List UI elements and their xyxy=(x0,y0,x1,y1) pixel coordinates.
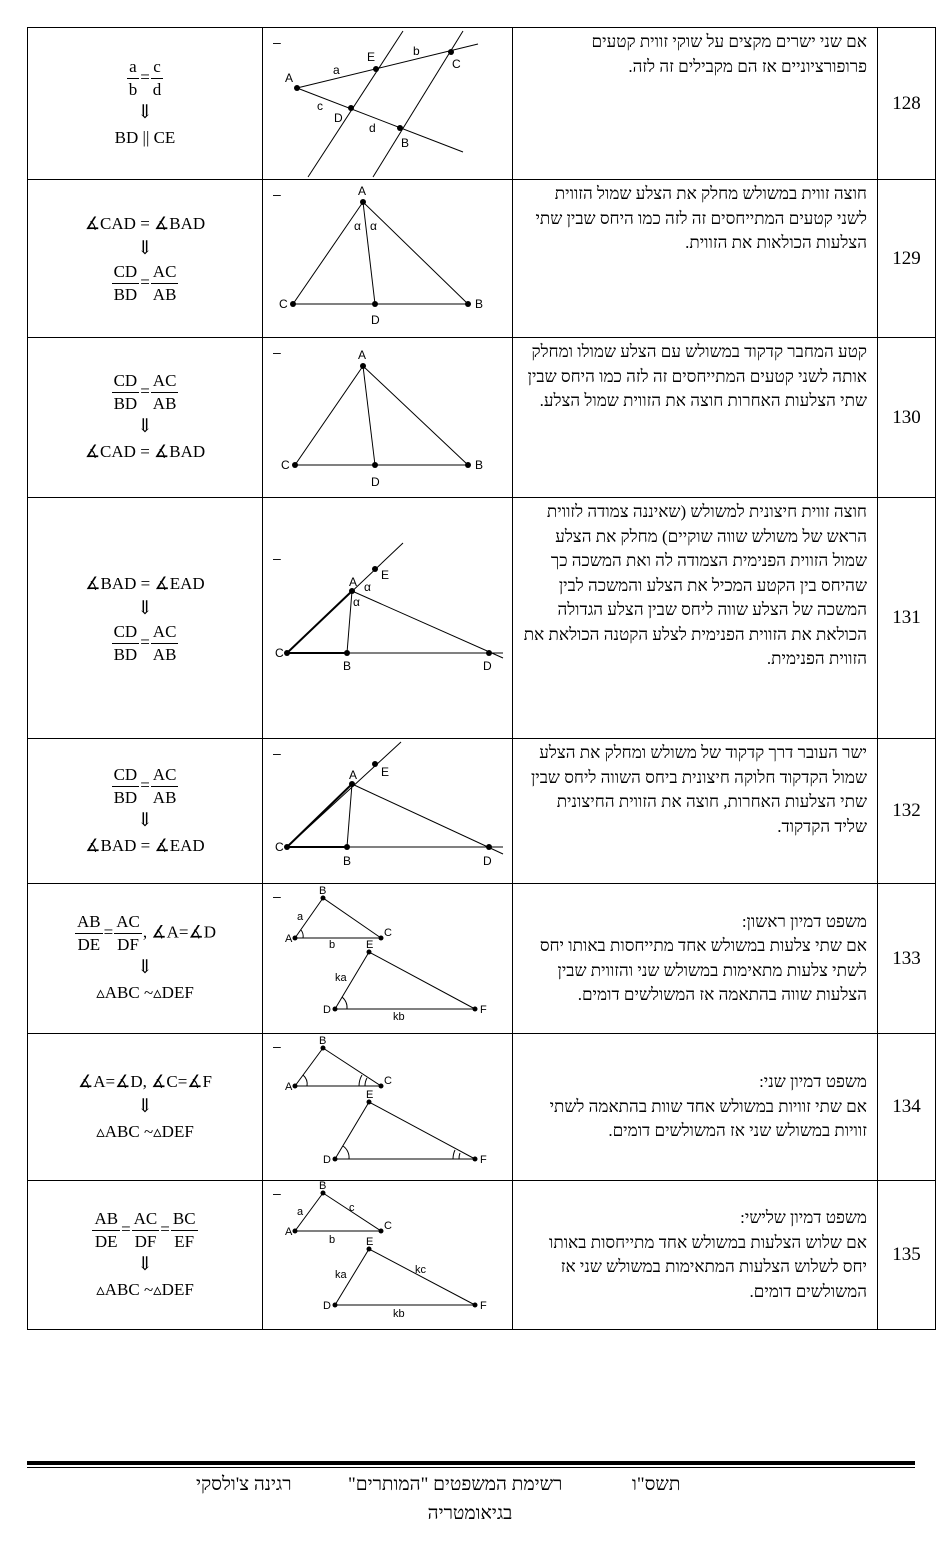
label-D: D xyxy=(323,1300,331,1312)
implies-arrow: ⇓ xyxy=(137,809,153,831)
fraction xyxy=(151,370,179,415)
fraction xyxy=(112,261,140,306)
formula-bottom: ∡CAD = ∡BAD xyxy=(84,442,206,461)
denominator: AB xyxy=(152,644,177,664)
denominator: DE xyxy=(94,1231,118,1251)
numerator: CD xyxy=(112,621,140,644)
label-kb: kb xyxy=(393,1308,405,1320)
formula-result: BD || CE xyxy=(114,128,176,147)
label-c: c xyxy=(317,99,323,113)
numerator: CD xyxy=(112,261,140,284)
fraction xyxy=(112,764,140,809)
denominator: DE xyxy=(77,935,101,954)
fraction xyxy=(151,764,179,809)
footer-rule xyxy=(27,1467,915,1468)
label-C: C xyxy=(452,57,461,71)
label-F: F xyxy=(480,1004,487,1016)
formula-bottom: ▵ABC ~▵DEF xyxy=(96,983,194,1002)
formula-cell: $\frac{a}{b}$ = $\frac{c}{d}$ ⇓ BD || CE xyxy=(28,28,263,180)
theorem-number: 133 xyxy=(878,884,936,1034)
theorem-number: 130 xyxy=(878,338,936,498)
theorem-number: 135 xyxy=(878,1181,936,1330)
numerator: BC xyxy=(171,1208,198,1231)
footer-rule xyxy=(27,1461,915,1465)
label-D: D xyxy=(323,1154,331,1166)
dash-mark: – xyxy=(273,186,281,202)
label-D: D xyxy=(334,111,343,125)
formula-bottom: ▵ABC ~▵DEF xyxy=(96,1122,194,1141)
label-B: B xyxy=(475,458,484,472)
label-B: B xyxy=(319,1181,327,1192)
figure-cell xyxy=(263,338,513,498)
fraction xyxy=(92,1208,120,1253)
label-b: b xyxy=(329,939,336,951)
implies-arrow: ⇓ xyxy=(137,416,153,437)
fraction xyxy=(151,56,164,101)
numerator: AC xyxy=(114,911,142,934)
label-kc: kc xyxy=(415,1264,426,1276)
implies-arrow: ⇓ xyxy=(137,102,153,123)
label-E: E xyxy=(366,1236,374,1248)
label-A: A xyxy=(349,768,358,782)
dash-mark: – xyxy=(273,1038,281,1054)
theorem-text xyxy=(513,884,878,1034)
label-A: A xyxy=(349,575,358,589)
dash-mark: – xyxy=(273,550,281,566)
fraction xyxy=(132,1208,160,1253)
theorems-table xyxy=(27,27,936,1330)
theorem-number: 129 xyxy=(878,180,936,338)
formula-cell: $\frac{CD}{BD}$ = $\frac{AC}{AB}$ ⇓ ∡CAD = ∡BAD xyxy=(28,338,263,498)
label-F: F xyxy=(480,1300,487,1312)
label-C: C xyxy=(384,927,392,939)
label-E: E xyxy=(367,50,376,64)
dash-mark: – xyxy=(273,34,281,50)
footer-author: רגינה צ'ולסקי xyxy=(196,1474,292,1495)
formula-cell: $\frac{AB}{DE}$ = $\frac{AC}{DF}$ , ∡A=∡D ⇓ ▵ABC ~▵DEF xyxy=(28,884,263,1034)
label-D: D xyxy=(483,659,492,673)
denominator: b xyxy=(128,80,138,99)
implies-arrow: ⇓ xyxy=(137,238,153,259)
formula-top: ∡A=∡D, ∡C=∡F xyxy=(78,1072,212,1091)
fraction xyxy=(127,56,140,101)
label-b: b xyxy=(329,1234,336,1246)
label-c: c xyxy=(349,1202,355,1214)
formula-bottom: ∡BAD = ∡EAD xyxy=(85,835,205,855)
label-A: A xyxy=(285,71,294,85)
footer-title: רשימת המשפטים "המותרים" xyxy=(348,1474,563,1495)
label-D: D xyxy=(371,475,380,489)
theorem-title: משפט דמיון שני: xyxy=(759,1072,867,1092)
theorem-number: 134 xyxy=(878,1034,936,1181)
label-E: E xyxy=(381,765,390,779)
dash-mark: – xyxy=(273,1185,281,1201)
label-C: C xyxy=(384,1075,392,1087)
figure-cell xyxy=(263,180,513,338)
denominator: BD xyxy=(113,285,138,304)
label-B: B xyxy=(343,659,352,673)
label-C: C xyxy=(275,840,284,854)
implies-arrow: ⇓ xyxy=(137,957,153,978)
label-B: B xyxy=(475,297,484,311)
label-B: B xyxy=(343,854,352,868)
numerator: CD xyxy=(112,370,140,393)
theorem-title: משפט דמיון ראשון: xyxy=(741,911,867,931)
label-C: C xyxy=(279,297,288,311)
numerator: c xyxy=(151,56,164,79)
dash-mark: – xyxy=(273,745,281,761)
theorem-text: חוצה זווית חיצונית למשולש (שאיננה צמודה לזווית הראש של משולש שווה שוקיים) מחלק את הצלע שמול הזווית הפנימית הצמודה לה ואת המשכה כך שהיחס בין הקטע המכיל את הצלע והמשכה לבין המשכה של הצלע שווה ליחס שבין הצלע הגדולה הכולאת את הזווית הפנימית לצלע הקטנה הכולאת את הזווית הפנימית. xyxy=(513,498,878,739)
label-alpha: α xyxy=(364,580,371,594)
fraction xyxy=(171,1208,198,1253)
fraction xyxy=(112,621,140,666)
label-C: C xyxy=(281,458,290,472)
label-d: d xyxy=(369,121,376,135)
denominator: DF xyxy=(117,935,139,954)
label-A: A xyxy=(358,184,367,198)
implies-arrow: ⇓ xyxy=(137,1096,153,1117)
figure-cell xyxy=(263,28,513,180)
label-C: C xyxy=(275,646,284,660)
label-C: C xyxy=(384,1220,392,1232)
theorem-text: ישר העובר דרך קדקוד של משולש ומחלק את הצלע שמול הקדקוד חלוקה חיצונית ביחס השווה ליחס שבין שתי הצלעות האחרות, חוצה את הזווית החיצונית שליד הקדקוד. xyxy=(513,739,878,884)
theorem-row-133 xyxy=(28,884,936,1034)
formula-bottom: ▵ABC ~▵DEF xyxy=(96,1279,194,1299)
fraction xyxy=(151,621,179,666)
label-A: A xyxy=(358,348,367,362)
denominator: AB xyxy=(152,787,177,807)
figure-135-diagram xyxy=(263,1181,512,1329)
label-F: F xyxy=(480,1154,487,1166)
formula-cell: ∡CAD = ∡BAD ⇓ $\frac{CD}{BD}$ = $\frac{AC}{AB}$ xyxy=(28,180,263,338)
fraction xyxy=(151,261,179,306)
formula-top: ∡CAD = ∡BAD xyxy=(84,214,206,233)
label-D: D xyxy=(483,854,492,868)
label-alpha: α xyxy=(370,219,377,233)
label-kb: kb xyxy=(393,1011,405,1023)
numerator: CD xyxy=(112,764,140,787)
formula-extra: , ∡A=∡D xyxy=(142,922,216,942)
theorem-row-131 xyxy=(28,498,936,739)
figure-128-diagram xyxy=(263,28,512,179)
theorem-text xyxy=(513,1034,878,1181)
fraction xyxy=(112,370,140,415)
theorem-number: 128 xyxy=(878,28,936,180)
label-E: E xyxy=(366,939,374,951)
dash-mark: – xyxy=(273,344,281,360)
figure-131-diagram xyxy=(263,498,512,738)
formula-top: ∡BAD = ∡EAD xyxy=(85,573,205,593)
label-D: D xyxy=(371,313,380,327)
figure-133-diagram xyxy=(263,884,512,1033)
label-A: A xyxy=(285,1081,293,1093)
theorem-body: אם שתי זוויות במשולש אחד שוות בהתאמה לשתי זוויות במשולש שני אז המשולשים דומים. xyxy=(549,1096,867,1141)
formula-cell: $\frac{CD}{BD}$ = $\frac{AC}{AB}$ ⇓ ∡BAD = ∡EAD xyxy=(28,739,263,884)
figure-cell xyxy=(263,498,513,739)
figure-cell xyxy=(263,1181,513,1330)
theorem-text: אם שני ישרים מקצים על שוקי זווית קטעים פרופורציוניים אז הם מקבילים זה לזה. xyxy=(513,28,878,180)
figure-cell xyxy=(263,739,513,884)
formula-cell xyxy=(28,1034,263,1181)
label-a: a xyxy=(297,911,304,923)
numerator: a xyxy=(127,56,140,79)
label-A: A xyxy=(285,933,293,945)
figure-cell xyxy=(263,1034,513,1181)
label-alpha: α xyxy=(354,219,361,233)
implies-arrow: ⇓ xyxy=(137,1253,153,1275)
dash-mark: – xyxy=(273,888,281,904)
label-B: B xyxy=(319,1035,327,1047)
label-ka: ka xyxy=(335,1269,347,1281)
theorem-number: 131 xyxy=(878,498,936,739)
numerator: AB xyxy=(75,911,103,934)
theorem-number: 132 xyxy=(878,739,936,884)
theorem-body: אם שלוש הצלעות במשולש אחד מתייחסות באותו יחס לשלוש הצלעות המתאימות במשולש שני אז המשולשים דומים. xyxy=(548,1232,867,1301)
formula-cell: $\frac{AB}{DE}$ = $\frac{AC}{DF}$ = $\frac{BC}{EF}$ ⇓ ▵ABC ~▵DEF xyxy=(28,1181,263,1330)
theorem-body: אם שתי צלעות במשולש אחד מתייחסות באותו יחס לשתי צלעות מתאימות במשולש שני והזווית שבין הצלעות שווה בהתאמה אז המשולשים דומים. xyxy=(539,936,867,1004)
denominator: BD xyxy=(113,394,138,413)
label-A: A xyxy=(285,1226,293,1238)
denominator: d xyxy=(152,80,162,99)
figure-129-diagram xyxy=(263,180,512,337)
numerator: AC xyxy=(151,370,179,393)
denominator: EF xyxy=(174,1231,195,1251)
denominator: DF xyxy=(134,1231,157,1251)
numerator: AC xyxy=(151,261,179,284)
theorem-text: חוצה זווית במשולש מחלק את הצלע שמול הזווית לשני קטעים המתייחסים זה לזה כמו היחס שבין שתי הצלעות הכולאות את הזווית. xyxy=(513,180,878,338)
numerator: AB xyxy=(92,1208,120,1231)
fraction xyxy=(75,911,103,956)
label-alpha: α xyxy=(353,595,360,609)
theorem-title: משפט דמיון שלישי: xyxy=(740,1208,867,1227)
footer-year: תשס"ו xyxy=(632,1474,681,1495)
figure-130-diagram xyxy=(263,338,512,497)
theorem-row-128 xyxy=(28,28,936,180)
figure-132-diagram xyxy=(263,739,512,883)
denominator: AB xyxy=(152,285,177,304)
figure-cell xyxy=(263,884,513,1034)
figure-134-diagram xyxy=(263,1034,512,1180)
implies-arrow: ⇓ xyxy=(137,597,153,619)
theorem-row-129 xyxy=(28,180,936,338)
theorem-row-134 xyxy=(28,1034,936,1181)
label-D: D xyxy=(323,1004,331,1016)
numerator: AC xyxy=(151,764,179,787)
numerator: AC xyxy=(151,621,179,644)
fraction xyxy=(114,911,142,956)
theorem-text xyxy=(513,1181,878,1330)
theorem-row-132 xyxy=(28,739,936,884)
theorem-text: קטע המחבר קדקוד במשולש עם הצלע שמולו ומחלק אותה לשני קטעים המתייחסים זה לזה כמו היחס שבין שתי הצלעות האחרות חוצה את הזווית שמול הצלע. xyxy=(513,338,878,498)
footer-subtitle: בגיאומטריה xyxy=(427,1503,513,1524)
label-E: E xyxy=(381,568,390,582)
formula-cell: ∡BAD = ∡EAD ⇓ $\frac{CD}{BD}$ = $\frac{AC}{AB}$ xyxy=(28,498,263,739)
denominator: BD xyxy=(113,787,138,807)
label-B: B xyxy=(319,885,327,897)
denominator: BD xyxy=(113,644,138,664)
label-ka: ka xyxy=(335,972,347,984)
label-B: B xyxy=(401,136,410,150)
label-b: b xyxy=(413,44,420,58)
denominator: AB xyxy=(152,394,177,413)
theorem-row-135 xyxy=(28,1181,936,1330)
numerator: AC xyxy=(132,1208,160,1231)
label-a: a xyxy=(333,63,340,77)
label-a: a xyxy=(297,1206,304,1218)
theorem-row-130 xyxy=(28,338,936,498)
label-E: E xyxy=(366,1089,374,1101)
